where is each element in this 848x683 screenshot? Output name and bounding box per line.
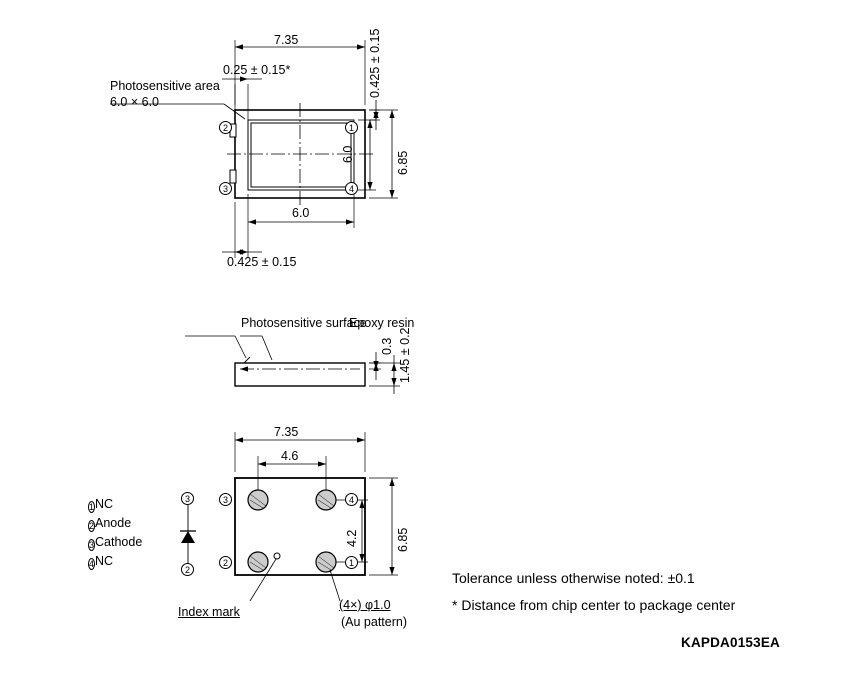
bottom-view-width-dim: 7.35: [274, 425, 299, 439]
bottom-view-pad-pitch-y-dim: 4.2: [345, 529, 359, 547]
bottom-view-pin-3: 3: [219, 493, 232, 506]
drawing-code: KAPDA0153EA: [681, 635, 780, 650]
list-item: [88, 514, 142, 533]
bottom-view-pad-pitch-x-dim: 4.6: [281, 449, 299, 463]
chip-center-note: * Distance from chip center to package center: [452, 597, 736, 613]
pin-number-3: 3: [89, 540, 95, 550]
top-view-pin-1: 1: [345, 121, 358, 134]
bottom-view-pin-1: 1: [345, 556, 358, 569]
top-view-pin-2: 2: [219, 121, 232, 134]
diode-cathode-pin: 3: [181, 492, 194, 505]
top-view-pin-4: 4: [345, 182, 358, 195]
pad-material-label: (Au pattern): [341, 615, 408, 629]
top-view-height-dim: 6.85: [396, 150, 410, 175]
bottom-view-height-dim: 6.85: [396, 527, 410, 552]
pin-name-4: NC: [95, 554, 114, 568]
list-item: [88, 495, 142, 514]
top-view-active-width-dim: 6.0: [292, 206, 310, 220]
top-view-left-offset-dim: 0.25 ± 0.15*: [223, 63, 291, 77]
pin-number-1: 1: [89, 502, 95, 512]
diode-anode-pin: 2: [181, 563, 194, 576]
photosensitive-surface-label: Photosensitive surface: [241, 316, 367, 330]
pin-number-4: 4: [89, 559, 95, 569]
top-view-bottom-offset-dim: 0.425 ± 0.15: [227, 255, 297, 269]
list-item: [88, 552, 142, 571]
index-mark-label: Index mark: [178, 605, 240, 619]
bottom-view-pin-2: 2: [219, 556, 232, 569]
pin-name-2: Anode: [95, 516, 132, 530]
photosensitive-area-size: 6.0 × 6.0: [110, 95, 159, 109]
pin-number-2: 2: [89, 521, 95, 531]
list-item: [88, 533, 142, 552]
top-view-width-dim: 7.35: [274, 33, 299, 47]
pin-name-1: NC: [95, 497, 114, 511]
pad-spec-label: (4×) φ1.0: [339, 598, 391, 612]
pin-name-3: Cathode: [95, 535, 143, 549]
side-view-surface-depth-dim: 0.3: [380, 337, 394, 355]
top-view-active-height-dim: 6.0: [341, 145, 355, 163]
tolerance-note: Tolerance unless otherwise noted: ±0.1: [452, 570, 695, 586]
bottom-view-pin-4: 4: [345, 493, 358, 506]
top-view-pin-3: 3: [219, 182, 232, 195]
top-view-top-offset-dim: 0.425 ± 0.15: [368, 28, 382, 98]
photosensitive-area-label: Photosensitive area: [110, 79, 220, 93]
epoxy-resin-label: Epoxy resin: [349, 316, 415, 330]
pin-assignment-list: [88, 495, 142, 571]
side-view-thickness-dim: 1.45 ± 0.2: [398, 327, 412, 383]
